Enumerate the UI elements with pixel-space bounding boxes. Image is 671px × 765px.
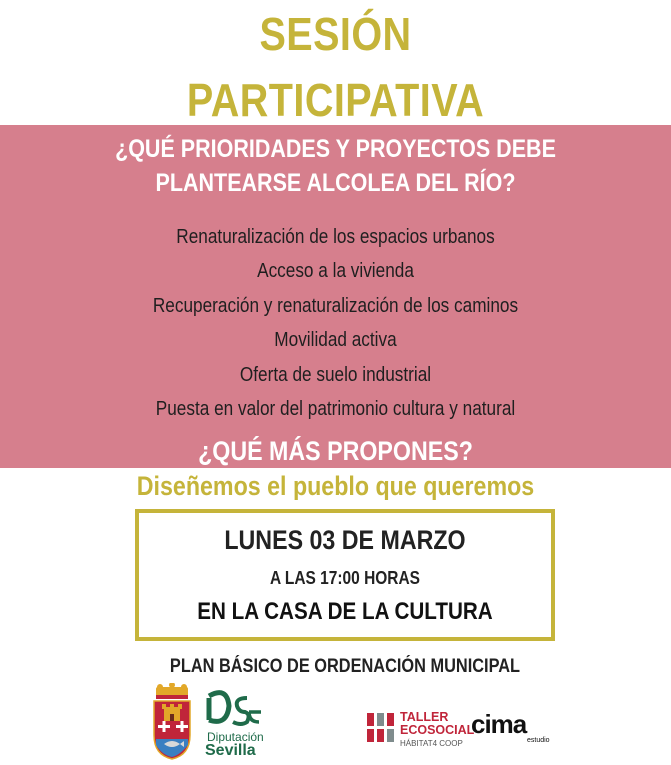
diputacion-label: Diputación bbox=[207, 730, 264, 744]
title-line-2: PARTICIPATIVA bbox=[186, 74, 485, 126]
priority-item: Recuperación y renaturalización de los caminos bbox=[152, 294, 519, 317]
event-date: LUNES 03 DE MARZO bbox=[224, 525, 466, 555]
title-line-1: SESIÓN bbox=[259, 8, 412, 60]
event-time: A LAS 17:00 HORAS bbox=[270, 568, 420, 588]
taller-sub: HÁBITAT4 COOP bbox=[400, 739, 463, 748]
main-question-line-1: ¿QUÉ PRIORIDADES Y PROYECTOS DEBE bbox=[115, 135, 556, 163]
slogan: Diseñemos el pueblo que queremos bbox=[136, 471, 535, 500]
cima-logo bbox=[471, 710, 555, 754]
taller-ecosocial-logo bbox=[367, 710, 475, 751]
event-place: EN LA CASA DE LA CULTURA bbox=[197, 598, 493, 625]
coat-of-arms-icon bbox=[150, 683, 194, 761]
taller-bars-icon bbox=[367, 713, 395, 743]
slogan-container bbox=[0, 468, 671, 500]
more-question: ¿QUÉ MÁS PROPONES? bbox=[198, 436, 473, 466]
diputacion-mark-icon bbox=[205, 690, 261, 730]
priority-item: Puesta en valor del patrimonio cultura y natural bbox=[155, 397, 516, 420]
diputacion-logo bbox=[205, 690, 265, 760]
cima-name: cima bbox=[471, 709, 527, 739]
main-question bbox=[0, 132, 671, 200]
priority-item: Oferta de suelo industrial bbox=[239, 363, 432, 386]
priority-item: Acceso a la vivienda bbox=[257, 260, 414, 283]
taller-name: TALLER ECOSOCIAL bbox=[400, 710, 475, 737]
sevilla-label: Sevilla bbox=[205, 742, 256, 759]
main-question-line-2: PLANTEARSE ALCOLEA DEL RÍO? bbox=[155, 169, 516, 197]
event-box bbox=[135, 509, 555, 641]
plan-title: PLAN BÁSICO DE ORDENACIÓN MUNICIPAL bbox=[169, 656, 521, 677]
priority-item: Movilidad activa bbox=[274, 329, 397, 352]
priority-list bbox=[0, 220, 671, 426]
cima-sub: estudio bbox=[527, 737, 550, 744]
priority-item: Renaturalización de los espacios urbanos bbox=[176, 226, 495, 248]
